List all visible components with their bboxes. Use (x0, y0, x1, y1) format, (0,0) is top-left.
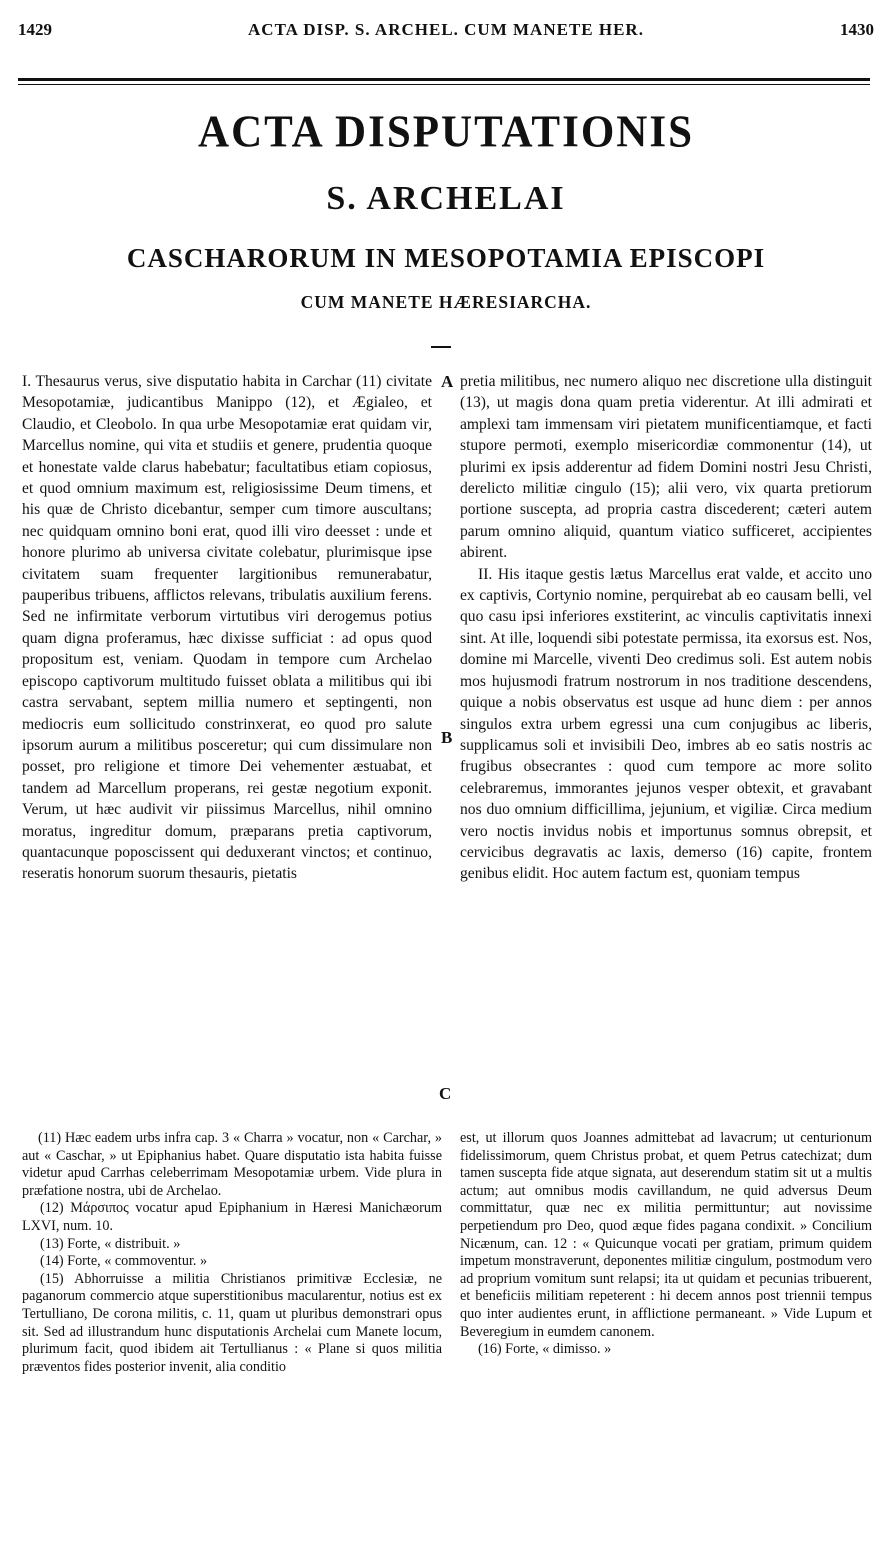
footnotes-left-column (22, 1130, 442, 1376)
header-rule-thick (18, 78, 870, 81)
margin-letter-a: A (441, 372, 454, 391)
title-line-1: ACTA DISPUTATIONIS (198, 107, 694, 158)
running-header (18, 20, 874, 46)
main-text-left-column (22, 371, 432, 885)
margin-letter-b: B (441, 728, 453, 747)
footnote: (13) Forte, « distribuit. » (40, 1235, 181, 1252)
title-line-4: CUM MANETE HÆRESIARCHA. (300, 292, 592, 312)
footnote: (12) Μάρσιπος vocatur apud Epiphanium in Hæresi Manichæorum LXVI, num. 10. (22, 1200, 442, 1234)
paragraph: I. Thesaurus verus, sive disputatio habita in Carchar (11) civitate Mesopotamiæ, judicantibus Manippo (12), et Ægialeo, et Claudio, et Cleobolo. In qua urbe Mesopotamiæ erat quidam vir, Marcellus nomine, qui vita et studiis et genere, prudentia quoque et honestate valde clarus habebatur; facultatibus etiam copiosus, et quod omnium maximum est, religiosissime Deum timens, et his quæ de Christo dicebantur, semper cum timore auscultans; nec quidquam omnino boni erat, quod illi viro deesset : unde et honore plurimo ab universa civitate colebatur, plurimisque ipse civitatem suam frequenter largitionibus remunerabatur, pauperibus tribuens, afflictos relevans, tribulatis auxilium ferens. Sed ne infirmitate verborum virtutibus viri derogemus potius quam digna proferamus, hæc dixisse sufficiat : ad opus quod propositum est, veniam. Quodam in tempore cum Archelao episcopo captivorum multitudo fuisset oblata a militibus qui ibi castra servabant, septem millia numero et septingenti, non mediocris eum sollicitudo constrinxerat, eo quod pro salute ipsorum aurum a militibus posceretur; qui cum dissimulare non posset, pro religione et timore Dei vehementer æstuabat, et tandem ad Marcellum properans, rei gestæ negotium exponit. Verum, ut hæc audivit vir piissimus Marcellus, nihil omnino moratus, ingreditur domum, præparans pretia captivorum, quantacunque poposcissent qui deduxerant vinctos; et continuo, reseratis honorum suorum thesauris, pietatis (22, 373, 432, 883)
footnotes-right-column (460, 1130, 872, 1359)
running-title: ACTA DISP. S. ARCHEL. CUM MANETE HER. (248, 20, 644, 39)
title-line-2: S. ARCHELAI (326, 180, 566, 217)
header-rule-thin (18, 84, 870, 85)
main-text-right-column (460, 371, 872, 885)
title-separator (431, 346, 451, 348)
footnote: (15) Abhorruisse a militia Christianos primitivæ Ecclesiæ, ne paganorum commercio atque superstitionibus macularentur, notius est ex Tertulliano, De corona militis, c. 11, quam ut pluribus demonstrari opus sit. Sed ad illustrandum hunc disputationis Archelai cum Manete locum, plurimum facit, quod ibidem ait Tertullianus : « Plane si quos militia præventos fides posterior invenit, alia conditio (22, 1270, 442, 1375)
page-number-right: 1430 (840, 20, 874, 39)
footnote: (11) Hæc eadem urbs infra cap. 3 « Charra » vocatur, non « Carchar, » aut « Caschar, » ut Epiphanius habet. Quare disputatio ista habita fuisse videtur apud Carrhas celeberrimam Mesopotamiæ urbem. Vide plura in præfatione nostra, ubi de Archelao. (22, 1130, 442, 1199)
footnote: (16) Forte, « dimisso. » (478, 1341, 612, 1358)
footnote: (14) Forte, « commoventur. » (40, 1253, 208, 1270)
paragraph: pretia militibus, nec numero aliquo nec discretione ulla distinguit (13), ut magis dona quam pretia viderentur. At illi admirati et amplexi tam immensam viri pietatem munificentiamque, et facti stupore permoti, exemplo misericordiæ commonentur (14), ut plurimi ex ipsis adderentur ad fidem Domini nostri Jesu Christi, derelicto militiæ cingulo (15); alii vero, vix quarta pretiorum portione suscepta, ad propria castra discederent; cæteri autem parum omnino aliquid, quantum viatico sufficeret, accipientes abirent. (460, 373, 872, 562)
paragraph: II. His itaque gestis lætus Marcellus erat valde, et accito uno ex captivis, Cortynio nomine, perquirebat ab eo causam belli, vel quo casu ipsi inferiores exstiterint, ac vinculis captivitatis innexi sint. At ille, loquendi sibi potestate permissa, ita exorsus est. Nos, domine mi Marcelle, viventi Deo credimus soli. Est autem nobis mos hujusmodi fratrum nostrorum in nos traditione descendens, quique a nobis observatus est usque ad hunc diem : per annos singulos extra urbem egressi una cum conjugibus ac liberis, supplicamus soli et invisibili Deo, imbres ab eo satis nostris ac frugibus obsecrantes : quod cum tempore ac more solito celebraremus, immorantes jejunos vesper obtexit, et gravabant nos duo omnium difficillima, jejunium, et vigiliæ. Circa medium vero noctis invidus nobis et importunus somnus obrepsit, et cervicibus degravatis ac laxis, demerso (16) capite, frontem genibus elidit. Hoc autem factum est, quoniam tempus (460, 565, 872, 883)
page-number-left: 1429 (18, 20, 52, 39)
title-line-3: CASCHARORUM IN MESOPOTAMIA EPISCOPI (126, 243, 766, 273)
margin-letter-c: C (439, 1084, 452, 1103)
footnote: est, ut illorum quos Joannes admittebat ad lavacrum; ut centurionum fidelissimorum, quem Christus probat, et quem Petrus catechizat; dum tamen suscepta fide atque signata, aut deserendum statim sit ut a multis actum; aut omnibus modis cavillandum, ne quid adversus Deum committatur, quæ nec ex militia permittuntur; aut novissime perpetiendum pro Deo, quod æque fides pagana condixit. » Concilium Nicænum, can. 12 : « Quicunque vocati per gratiam, primum quidem impetum monstraverunt, deponentes militiæ cingulum, postmodum vero ad proprium vomitum sunt relapsi; ita ut quidam et pecunias tribuerent, et beneficiis militiam repeterent : hi decem annos post triennii tempus quo inter audientes erunt, in afflictione permaneant. » Vide Lupum et Beveregium in eumdem canonem. (460, 1130, 872, 1340)
